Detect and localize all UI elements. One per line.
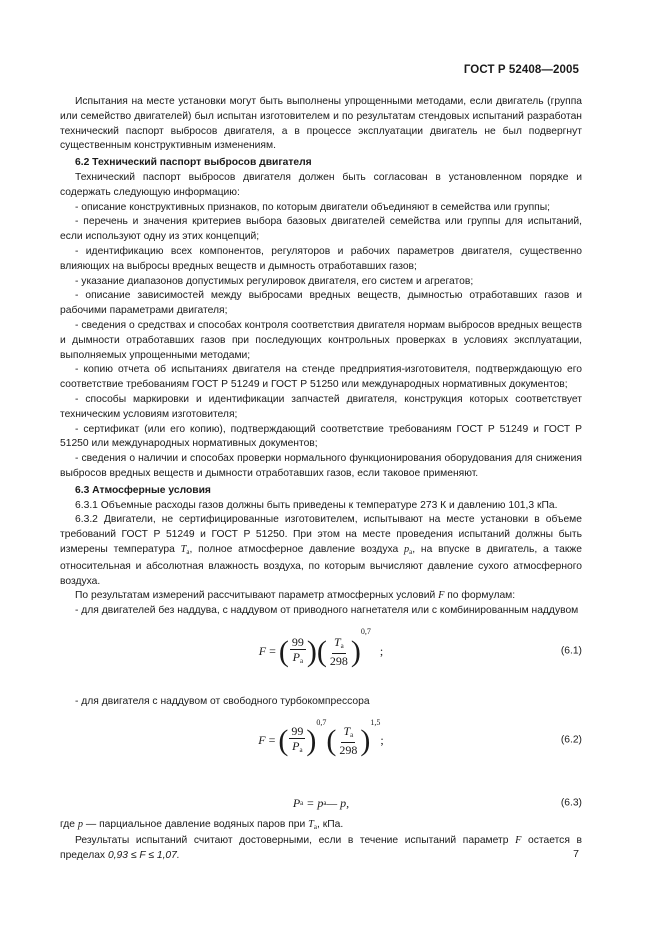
section-6-2-heading: 6.2 Технический паспорт выбросов двигателя xyxy=(75,157,312,169)
formula-6-2: F = ( $\frac{99}{P_a}$ ) 0,7 ( $\frac{T_a}{298}$ ) 1,5 ; (6.2) xyxy=(258,717,582,758)
page-number: 7 xyxy=(573,848,579,860)
clause-6-3-1: 6.3.1 Объемные расходы газов должны быть приведены к температуре 273 К и давлению 101,3 кПа. xyxy=(75,499,558,511)
formula-6-3: P a = p a — p, (6.3) xyxy=(292,796,582,811)
list-item: - перечень и значения критериев выбора базовых двигателей семейства или группы для испытаний, если используют одну из этих концепций; xyxy=(60,216,582,243)
formula-6-1: F = ( $\frac{99}{P_a}$ )( $\frac{T_a}{298}$ ) 0,7 ; (6.1) xyxy=(258,626,582,669)
section-6-3-heading: 6.3 Атмосферные условия xyxy=(75,484,211,496)
list-item: - сертификат (или его копию), подтверждающий соответствие требованиям ГОСТ Р 51249 и ГОСТ Р 51250 или международных нормативных документов; xyxy=(60,423,582,450)
results-paragraph: По результатам измерений рассчитывают параметр атмосферных условий F по формулам: xyxy=(75,590,516,602)
page-body xyxy=(60,95,582,864)
list-item: - сведения о наличии и способах проверки нормального функционирования оборудования для снижения выбросов вредных веществ и дымности отработавших газов, если таковое применяют. xyxy=(60,453,582,479)
list-item: - описание конструктивных признаков, по которым двигатели объединяют в семейства или группы; xyxy=(75,201,551,213)
list-item: - способы маркировки и идентификации запчастей двигателя, конструкция которых соответствует техническим условиям изготовителя; xyxy=(60,393,582,420)
intro-paragraph: Испытания на месте установки могут быть выполнены упрощенными методами, если двигатель (группа или семейство двигателей) был испытан изготовителем и по результатам стендовых испытаний разработан технический паспорт выбросов двигателя, а в процессе эксплуатации двигатель не был подвергнут существенным конструктивным изменениям. xyxy=(60,96,582,152)
list-item: - сведения о средствах и способах контроля соответствия двигателя нормам выбросов вредных веществ и дымности отработавших газов при последующих контрольных проверках в условиях эксплуатации, выполняемых упрощенными методами; xyxy=(60,319,582,361)
list-item: - указание диапазонов допустимых регулировок двигателя, его систем и агрегатов; xyxy=(75,275,474,287)
document-id: ГОСТ Р 52408—2005 xyxy=(463,64,579,76)
list-item: - копию отчета об испытаниях двигателя на стенде предприятия-изготовителя, подтверждающую его соответствие требованиям ГОСТ Р 51249 и ГОСТ Р 51250 или международных нормативных документов; xyxy=(60,364,582,391)
case-2-text: - для двигателя с наддувом от свободного турбокомпрессора xyxy=(75,695,370,707)
case-1-text: - для двигателей без наддува, с наддувом от приводного нагнетателя или с комбинированным наддувом xyxy=(75,605,579,617)
list-item: - идентификацию всех компонентов, регуляторов и рабочих параметров двигателя, существенно влияющих на выбросы вредных веществ и дымность отработавших газов; xyxy=(60,245,582,272)
clause-6-3-2: 6.3.2 Двигатели, не сертифицированные изготовителем, испытывают на месте установки в объеме требований ГОСТ Р 51249 и ГОСТ Р 51250. При этом на месте проведения испытаний должны быть измерены температура $T_a$, полное атмосферное давление воздуха $p_a$, на впуске в двигатель, а также относительная и абсолютная влажность воздуха, по которым вычисляют давление сухого атмосферного воздуха. xyxy=(60,514,582,587)
section-6-2-lead: Технический паспорт выбросов двигателя должен быть согласован в установленном порядке и содержать следующую информацию: xyxy=(60,171,582,198)
validity-paragraph: Результаты испытаний считают достоверными, если в течение испытаний параметр F остается в пределах 0,93 ≤ F ≤ 1,07. xyxy=(60,835,582,862)
where-paragraph: где p — парциальное давление водяных паров при $T_a$, кПа. xyxy=(60,818,344,831)
list-item: - описание зависимостей между выбросами вредных веществ, дымностью отработавших газов и рабочими параметрами двигателя; xyxy=(60,290,582,317)
